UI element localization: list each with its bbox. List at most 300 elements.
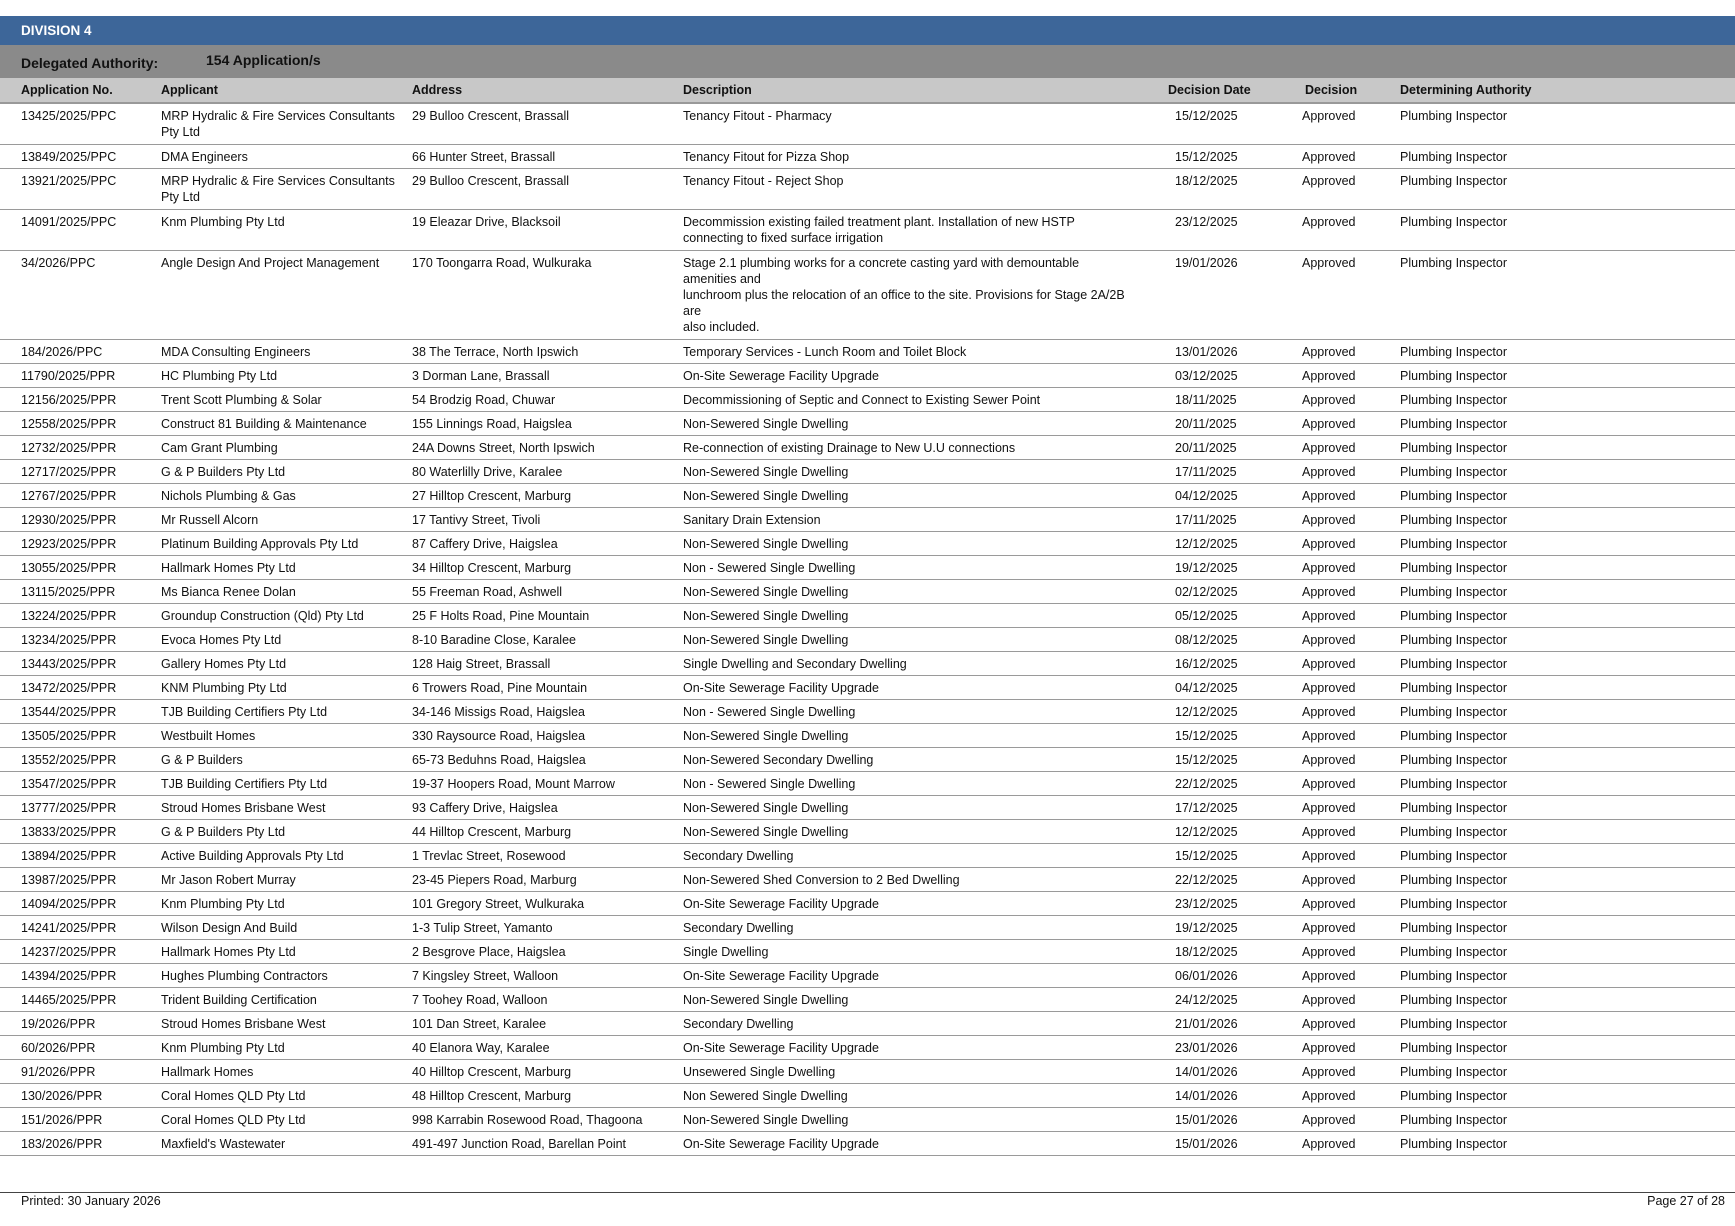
cell-application-no: 14094/2025/PPR xyxy=(21,897,117,911)
cell-decision-date: 12/12/2025 xyxy=(1175,537,1238,551)
cell-decision: Approved xyxy=(1302,729,1356,743)
column-header-description: Description xyxy=(683,83,752,97)
table-row xyxy=(0,1108,1735,1132)
table-row xyxy=(0,364,1735,388)
cell-decision-date: 15/12/2025 xyxy=(1175,753,1238,767)
cell-determining-authority: Plumbing Inspector xyxy=(1400,801,1508,815)
cell-address: 7 Kingsley Street, Walloon xyxy=(412,969,559,983)
cell-decision: Approved xyxy=(1302,921,1356,935)
cell-address: 23-45 Piepers Road, Marburg xyxy=(412,873,577,887)
table-row xyxy=(0,145,1735,169)
cell-determining-authority: Plumbing Inspector xyxy=(1400,489,1508,503)
cell-address: 54 Brodzig Road, Chuwar xyxy=(412,393,556,407)
table-row xyxy=(0,940,1735,964)
application-count: 154 Application/s xyxy=(206,52,321,68)
table-row xyxy=(0,251,1735,340)
cell-address: 3 Dorman Lane, Brassall xyxy=(412,369,550,383)
cell-applicant: Trent Scott Plumbing & Solar xyxy=(161,393,322,407)
cell-address: 24A Downs Street, North Ipswich xyxy=(412,441,595,455)
cell-address: 19-37 Hoopers Road, Mount Marrow xyxy=(412,777,615,791)
cell-description: Single Dwelling xyxy=(683,945,769,959)
cell-address: 998 Karrabin Rosewood Road, Thagoona xyxy=(412,1113,643,1127)
cell-application-no: 13425/2025/PPC xyxy=(21,109,117,123)
cell-decision: Approved xyxy=(1302,465,1356,479)
cell-decision: Approved xyxy=(1302,174,1356,188)
cell-application-no: 12923/2025/PPR xyxy=(21,537,117,551)
cell-description: Non Sewered Single Dwelling xyxy=(683,1089,848,1103)
cell-decision: Approved xyxy=(1302,657,1356,671)
cell-decision: Approved xyxy=(1302,1089,1356,1103)
cell-decision-date: 23/12/2025 xyxy=(1175,215,1238,229)
cell-address: 65-73 Beduhns Road, Haigslea xyxy=(412,753,586,767)
cell-decision-date: 19/01/2026 xyxy=(1175,256,1238,270)
page-number: Page 27 of 28 xyxy=(1647,1194,1725,1208)
column-header-application-no: Application No. xyxy=(21,83,113,97)
cell-decision-date: 04/12/2025 xyxy=(1175,489,1238,503)
table-row xyxy=(0,676,1735,700)
cell-application-no: 12156/2025/PPR xyxy=(21,393,117,407)
table-row xyxy=(0,1084,1735,1108)
cell-description: On-Site Sewerage Facility Upgrade xyxy=(683,1137,879,1151)
cell-address: 66 Hunter Street, Brassall xyxy=(412,150,556,164)
cell-description: On-Site Sewerage Facility Upgrade xyxy=(683,1041,879,1055)
cell-description: Non-Sewered Single Dwelling xyxy=(683,489,849,503)
cell-applicant: HC Plumbing Pty Ltd xyxy=(161,369,278,383)
cell-determining-authority: Plumbing Inspector xyxy=(1400,609,1508,623)
cell-decision-date: 12/12/2025 xyxy=(1175,705,1238,719)
cell-application-no: 14237/2025/PPR xyxy=(21,945,117,959)
table-row xyxy=(0,436,1735,460)
cell-application-no: 12732/2025/PPR xyxy=(21,441,117,455)
cell-decision: Approved xyxy=(1302,705,1356,719)
cell-decision-date: 15/12/2025 xyxy=(1175,150,1238,164)
cell-description: Non-Sewered Single Dwelling xyxy=(683,825,849,839)
cell-description: Non-Sewered Single Dwelling xyxy=(683,633,849,647)
cell-application-no: 12767/2025/PPR xyxy=(21,489,117,503)
cell-address: 27 Hilltop Crescent, Marburg xyxy=(412,489,572,503)
cell-applicant: MRP Hydralic & Fire Services Consultants Pty Ltd xyxy=(161,174,395,204)
cell-decision-date: 14/01/2026 xyxy=(1175,1065,1238,1079)
cell-decision: Approved xyxy=(1302,369,1356,383)
cell-address: 19 Eleazar Drive, Blacksoil xyxy=(412,215,561,229)
cell-address: 40 Elanora Way, Karalee xyxy=(412,1041,550,1055)
cell-applicant: Gallery Homes Pty Ltd xyxy=(161,657,287,671)
cell-decision: Approved xyxy=(1302,215,1356,229)
cell-determining-authority: Plumbing Inspector xyxy=(1400,174,1508,188)
cell-decision: Approved xyxy=(1302,513,1356,527)
cell-decision: Approved xyxy=(1302,1017,1356,1031)
cell-description: On-Site Sewerage Facility Upgrade xyxy=(683,969,879,983)
cell-description: Re-connection of existing Drainage to New U.U connections xyxy=(683,441,1016,455)
cell-applicant: MDA Consulting Engineers xyxy=(161,345,311,359)
cell-determining-authority: Plumbing Inspector xyxy=(1400,1017,1508,1031)
cell-description: Non - Sewered Single Dwelling xyxy=(683,705,856,719)
cell-determining-authority: Plumbing Inspector xyxy=(1400,753,1508,767)
table-row xyxy=(0,628,1735,652)
table-row xyxy=(0,210,1735,251)
cell-decision: Approved xyxy=(1302,825,1356,839)
cell-description: Unsewered Single Dwelling xyxy=(683,1065,836,1079)
cell-description: Secondary Dwelling xyxy=(683,1017,794,1031)
delegated-authority-bar xyxy=(0,45,1735,78)
cell-decision-date: 23/12/2025 xyxy=(1175,897,1238,911)
cell-decision-date: 23/01/2026 xyxy=(1175,1041,1238,1055)
cell-decision-date: 17/12/2025 xyxy=(1175,801,1238,815)
cell-address: 6 Trowers Road, Pine Mountain xyxy=(412,681,588,695)
cell-description: Tenancy Fitout - Reject Shop xyxy=(683,174,844,188)
cell-decision-date: 05/12/2025 xyxy=(1175,609,1238,623)
cell-applicant: Mr Russell Alcorn xyxy=(161,513,259,527)
cell-applicant: Coral Homes QLD Pty Ltd xyxy=(161,1089,306,1103)
cell-description: Non-Sewered Shed Conversion to 2 Bed Dwelling xyxy=(683,873,960,887)
cell-decision-date: 08/12/2025 xyxy=(1175,633,1238,647)
cell-address: 101 Gregory Street, Wulkuraka xyxy=(412,897,585,911)
cell-address: 2 Besgrove Place, Haigslea xyxy=(412,945,566,959)
cell-description: Non-Sewered Single Dwelling xyxy=(683,417,849,431)
cell-application-no: 13552/2025/PPR xyxy=(21,753,117,767)
cell-determining-authority: Plumbing Inspector xyxy=(1400,921,1508,935)
cell-application-no: 13921/2025/PPC xyxy=(21,174,117,188)
cell-description: Non-Sewered Single Dwelling xyxy=(683,585,849,599)
cell-decision-date: 02/12/2025 xyxy=(1175,585,1238,599)
cell-determining-authority: Plumbing Inspector xyxy=(1400,873,1508,887)
cell-decision: Approved xyxy=(1302,585,1356,599)
cell-application-no: 14394/2025/PPR xyxy=(21,969,117,983)
cell-description: Single Dwelling and Secondary Dwelling xyxy=(683,657,907,671)
table-row xyxy=(0,104,1735,145)
table-row xyxy=(0,820,1735,844)
table-row xyxy=(0,1132,1735,1156)
cell-address: 491-497 Junction Road, Barellan Point xyxy=(412,1137,627,1151)
cell-description: Non-Sewered Single Dwelling xyxy=(683,1113,849,1127)
cell-decision-date: 15/01/2026 xyxy=(1175,1113,1238,1127)
cell-address: 29 Bulloo Crescent, Brassall xyxy=(412,109,570,123)
cell-decision: Approved xyxy=(1302,393,1356,407)
cell-determining-authority: Plumbing Inspector xyxy=(1400,633,1508,647)
cell-decision-date: 19/12/2025 xyxy=(1175,561,1238,575)
table-row xyxy=(0,604,1735,628)
cell-determining-authority: Plumbing Inspector xyxy=(1400,393,1508,407)
cell-description: On-Site Sewerage Facility Upgrade xyxy=(683,681,879,695)
cell-determining-authority: Plumbing Inspector xyxy=(1400,993,1508,1007)
cell-determining-authority: Plumbing Inspector xyxy=(1400,777,1508,791)
cell-applicant: Evoca Homes Pty Ltd xyxy=(161,633,282,647)
table-row xyxy=(0,1036,1735,1060)
cell-application-no: 13547/2025/PPR xyxy=(21,777,117,791)
cell-address: 34 Hilltop Crescent, Marburg xyxy=(412,561,572,575)
cell-applicant: Hughes Plumbing Contractors xyxy=(161,969,328,983)
table-row xyxy=(0,484,1735,508)
cell-description: Secondary Dwelling xyxy=(683,921,794,935)
table-row xyxy=(0,460,1735,484)
cell-decision-date: 17/11/2025 xyxy=(1175,465,1237,479)
cell-application-no: 60/2026/PPR xyxy=(21,1041,96,1055)
table-row xyxy=(0,508,1735,532)
cell-description: Non - Sewered Single Dwelling xyxy=(683,561,856,575)
cell-determining-authority: Plumbing Inspector xyxy=(1400,657,1508,671)
cell-decision-date: 14/01/2026 xyxy=(1175,1089,1238,1103)
cell-applicant: Wilson Design And Build xyxy=(161,921,298,935)
cell-address: 25 F Holts Road, Pine Mountain xyxy=(412,609,590,623)
cell-applicant: Nichols Plumbing & Gas xyxy=(161,489,296,503)
cell-description: Non-Sewered Single Dwelling xyxy=(683,465,849,479)
cell-decision: Approved xyxy=(1302,1041,1356,1055)
cell-description: Non-Sewered Single Dwelling xyxy=(683,801,849,815)
cell-applicant: Stroud Homes Brisbane West xyxy=(161,801,326,815)
cell-determining-authority: Plumbing Inspector xyxy=(1400,109,1508,123)
table-row xyxy=(0,868,1735,892)
cell-application-no: 184/2026/PPC xyxy=(21,345,103,359)
cell-determining-authority: Plumbing Inspector xyxy=(1400,1137,1508,1151)
cell-description: Sanitary Drain Extension xyxy=(683,513,821,527)
cell-applicant: Knm Plumbing Pty Ltd xyxy=(161,215,285,229)
table-row xyxy=(0,169,1735,210)
table-row xyxy=(0,844,1735,868)
printed-date: Printed: 30 January 2026 xyxy=(21,1194,161,1208)
cell-description: Decommissioning of Septic and Connect to Existing Sewer Point xyxy=(683,393,1041,407)
cell-determining-authority: Plumbing Inspector xyxy=(1400,345,1508,359)
table-row xyxy=(0,700,1735,724)
division-header: DIVISION 4 xyxy=(0,16,1735,45)
cell-applicant: G & P Builders xyxy=(161,753,243,767)
cell-decision: Approved xyxy=(1302,1113,1356,1127)
cell-decision-date: 12/12/2025 xyxy=(1175,825,1238,839)
cell-determining-authority: Plumbing Inspector xyxy=(1400,150,1508,164)
cell-decision-date: 20/11/2025 xyxy=(1175,417,1237,431)
cell-applicant: KNM Plumbing Pty Ltd xyxy=(161,681,287,695)
cell-application-no: 13833/2025/PPR xyxy=(21,825,117,839)
cell-decision: Approved xyxy=(1302,873,1356,887)
cell-applicant: Hallmark Homes Pty Ltd xyxy=(161,561,296,575)
cell-address: 40 Hilltop Crescent, Marburg xyxy=(412,1065,572,1079)
cell-applicant: Hallmark Homes xyxy=(161,1065,254,1079)
cell-decision-date: 15/12/2025 xyxy=(1175,849,1238,863)
cell-address: 128 Haig Street, Brassall xyxy=(412,657,551,671)
table-row xyxy=(0,1060,1735,1084)
cell-determining-authority: Plumbing Inspector xyxy=(1400,897,1508,911)
cell-application-no: 13505/2025/PPR xyxy=(21,729,117,743)
cell-determining-authority: Plumbing Inspector xyxy=(1400,417,1508,431)
cell-determining-authority: Plumbing Inspector xyxy=(1400,729,1508,743)
table-row xyxy=(0,532,1735,556)
cell-applicant: G & P Builders Pty Ltd xyxy=(161,825,286,839)
cell-determining-authority: Plumbing Inspector xyxy=(1400,705,1508,719)
cell-decision-date: 17/11/2025 xyxy=(1175,513,1237,527)
table-row xyxy=(0,988,1735,1012)
cell-application-no: 130/2026/PPR xyxy=(21,1089,103,1103)
cell-application-no: 13777/2025/PPR xyxy=(21,801,117,815)
cell-address: 44 Hilltop Crescent, Marburg xyxy=(412,825,572,839)
cell-determining-authority: Plumbing Inspector xyxy=(1400,441,1508,455)
cell-applicant: Mr Jason Robert Murray xyxy=(161,873,296,887)
cell-application-no: 13224/2025/PPR xyxy=(21,609,117,623)
cell-application-no: 11790/2025/PPR xyxy=(21,369,116,383)
table-header xyxy=(0,78,1735,104)
cell-application-no: 13055/2025/PPR xyxy=(21,561,117,575)
cell-decision: Approved xyxy=(1302,109,1356,123)
cell-description: Non - Sewered Single Dwelling xyxy=(683,777,856,791)
cell-description: Non-Sewered Secondary Dwelling xyxy=(683,753,874,767)
cell-applicant: Knm Plumbing Pty Ltd xyxy=(161,1041,285,1055)
cell-applicant: Stroud Homes Brisbane West xyxy=(161,1017,326,1031)
table-row xyxy=(0,340,1735,364)
cell-decision: Approved xyxy=(1302,1137,1356,1151)
cell-application-no: 14465/2025/PPR xyxy=(21,993,117,1007)
cell-decision: Approved xyxy=(1302,345,1356,359)
authority-label: Delegated Authority: xyxy=(21,55,159,71)
cell-decision: Approved xyxy=(1302,969,1356,983)
column-header-address: Address xyxy=(412,83,463,97)
cell-applicant: Active Building Approvals Pty Ltd xyxy=(161,849,344,863)
cell-description: Tenancy Fitout - Pharmacy xyxy=(683,109,832,123)
cell-decision: Approved xyxy=(1302,561,1356,575)
cell-address: 7 Toohey Road, Walloon xyxy=(412,993,548,1007)
cell-application-no: 13443/2025/PPR xyxy=(21,657,117,671)
cell-determining-authority: Plumbing Inspector xyxy=(1400,1089,1508,1103)
cell-application-no: 14091/2025/PPC xyxy=(21,215,117,229)
column-header-decision-date: Decision Date xyxy=(1168,83,1251,97)
cell-applicant: G & P Builders Pty Ltd xyxy=(161,465,286,479)
cell-determining-authority: Plumbing Inspector xyxy=(1400,1113,1508,1127)
cell-decision-date: 24/12/2025 xyxy=(1175,993,1238,1007)
cell-decision-date: 18/12/2025 xyxy=(1175,945,1238,959)
cell-determining-authority: Plumbing Inspector xyxy=(1400,513,1508,527)
cell-address: 55 Freeman Road, Ashwell xyxy=(412,585,563,599)
cell-decision: Approved xyxy=(1302,849,1356,863)
cell-applicant: Ms Bianca Renee Dolan xyxy=(161,585,296,599)
cell-applicant: MRP Hydralic & Fire Services Consultants Pty Ltd xyxy=(161,109,395,139)
cell-address: 8-10 Baradine Close, Karalee xyxy=(412,633,576,647)
cell-application-no: 12558/2025/PPR xyxy=(21,417,117,431)
cell-decision: Approved xyxy=(1302,150,1356,164)
cell-application-no: 34/2026/PPC xyxy=(21,256,96,270)
cell-decision: Approved xyxy=(1302,753,1356,767)
cell-decision: Approved xyxy=(1302,256,1356,270)
cell-applicant: Trident Building Certification xyxy=(161,993,317,1007)
cell-application-no: 13472/2025/PPR xyxy=(21,681,117,695)
cell-address: 80 Waterlilly Drive, Karalee xyxy=(412,465,563,479)
cell-address: 93 Caffery Drive, Haigslea xyxy=(412,801,558,815)
cell-determining-authority: Plumbing Inspector xyxy=(1400,369,1508,383)
table-row xyxy=(0,772,1735,796)
cell-address: 38 The Terrace, North Ipswich xyxy=(412,345,579,359)
cell-decision: Approved xyxy=(1302,801,1356,815)
cell-determining-authority: Plumbing Inspector xyxy=(1400,945,1508,959)
table-row xyxy=(0,1012,1735,1036)
cell-description: Temporary Services - Lunch Room and Toilet Block xyxy=(683,345,967,359)
cell-address: 17 Tantivy Street, Tivoli xyxy=(412,513,541,527)
cell-application-no: 13234/2025/PPR xyxy=(21,633,117,647)
cell-applicant: Angle Design And Project Management xyxy=(161,256,380,270)
cell-decision-date: 15/01/2026 xyxy=(1175,1137,1238,1151)
cell-application-no: 91/2026/PPR xyxy=(21,1065,96,1079)
cell-application-no: 13894/2025/PPR xyxy=(21,849,117,863)
cell-decision-date: 18/11/2025 xyxy=(1175,393,1237,407)
cell-applicant: Knm Plumbing Pty Ltd xyxy=(161,897,285,911)
cell-description: Decommission existing failed treatment plant. Installation of new HSTP connecting to fixed surface irrigation xyxy=(683,215,1075,245)
cell-determining-authority: Plumbing Inspector xyxy=(1400,215,1508,229)
cell-decision-date: 15/12/2025 xyxy=(1175,109,1238,123)
table-row xyxy=(0,964,1735,988)
cell-decision-date: 16/12/2025 xyxy=(1175,657,1238,671)
cell-application-no: 12717/2025/PPR xyxy=(21,465,117,479)
table-row xyxy=(0,796,1735,820)
cell-applicant: Coral Homes QLD Pty Ltd xyxy=(161,1113,306,1127)
cell-decision-date: 18/12/2025 xyxy=(1175,174,1238,188)
cell-address: 87 Caffery Drive, Haigslea xyxy=(412,537,558,551)
cell-decision-date: 03/12/2025 xyxy=(1175,369,1238,383)
cell-decision: Approved xyxy=(1302,993,1356,1007)
cell-application-no: 13849/2025/PPC xyxy=(21,150,117,164)
cell-applicant: DMA Engineers xyxy=(161,150,248,164)
cell-decision: Approved xyxy=(1302,417,1356,431)
cell-applicant: TJB Building Certifiers Pty Ltd xyxy=(161,777,328,791)
cell-description: Non-Sewered Single Dwelling xyxy=(683,537,849,551)
cell-address: 170 Toongarra Road, Wulkuraka xyxy=(412,256,592,270)
cell-decision: Approved xyxy=(1302,681,1356,695)
cell-decision-date: 22/12/2025 xyxy=(1175,873,1238,887)
cell-determining-authority: Plumbing Inspector xyxy=(1400,561,1508,575)
cell-application-no: 151/2026/PPR xyxy=(21,1113,103,1127)
cell-decision-date: 21/01/2026 xyxy=(1175,1017,1238,1031)
table-row xyxy=(0,724,1735,748)
cell-determining-authority: Plumbing Inspector xyxy=(1400,969,1508,983)
cell-applicant: Westbuilt Homes xyxy=(161,729,256,743)
table-row xyxy=(0,412,1735,436)
cell-decision-date: 06/01/2026 xyxy=(1175,969,1238,983)
cell-description: Non-Sewered Single Dwelling xyxy=(683,993,849,1007)
cell-application-no: 183/2026/PPR xyxy=(21,1137,103,1151)
cell-description: On-Site Sewerage Facility Upgrade xyxy=(683,369,879,383)
table-row xyxy=(0,652,1735,676)
cell-decision-date: 22/12/2025 xyxy=(1175,777,1238,791)
table-row xyxy=(0,580,1735,604)
cell-decision: Approved xyxy=(1302,489,1356,503)
cell-determining-authority: Plumbing Inspector xyxy=(1400,465,1508,479)
cell-address: 48 Hilltop Crescent, Marburg xyxy=(412,1089,572,1103)
cell-decision: Approved xyxy=(1302,777,1356,791)
cell-decision: Approved xyxy=(1302,897,1356,911)
cell-determining-authority: Plumbing Inspector xyxy=(1400,849,1508,863)
cell-applicant: Groundup Construction (Qld) Pty Ltd xyxy=(161,609,364,623)
column-header-determining-authority: Determining Authority xyxy=(1400,83,1532,97)
cell-determining-authority: Plumbing Inspector xyxy=(1400,681,1508,695)
cell-application-no: 13987/2025/PPR xyxy=(21,873,117,887)
cell-address: 34-146 Missigs Road, Haigslea xyxy=(412,705,586,719)
cell-determining-authority: Plumbing Inspector xyxy=(1400,825,1508,839)
cell-applicant: Hallmark Homes Pty Ltd xyxy=(161,945,296,959)
cell-address: 1 Trevlac Street, Rosewood xyxy=(412,849,566,863)
cell-determining-authority: Plumbing Inspector xyxy=(1400,1041,1508,1055)
table-row xyxy=(0,748,1735,772)
applications-table xyxy=(0,104,1735,1156)
cell-address: 1-3 Tulip Street, Yamanto xyxy=(412,921,553,935)
cell-application-no: 13115/2025/PPR xyxy=(21,585,116,599)
cell-decision-date: 13/01/2026 xyxy=(1175,345,1238,359)
table-row xyxy=(0,892,1735,916)
footer-divider xyxy=(0,1192,1735,1193)
cell-decision: Approved xyxy=(1302,633,1356,647)
cell-decision: Approved xyxy=(1302,441,1356,455)
cell-decision: Approved xyxy=(1302,537,1356,551)
cell-description: Tenancy Fitout for Pizza Shop xyxy=(683,150,850,164)
table-row xyxy=(0,916,1735,940)
cell-decision: Approved xyxy=(1302,609,1356,623)
cell-decision: Approved xyxy=(1302,945,1356,959)
cell-description: Secondary Dwelling xyxy=(683,849,794,863)
cell-decision-date: 15/12/2025 xyxy=(1175,729,1238,743)
cell-applicant: Cam Grant Plumbing xyxy=(161,441,278,455)
